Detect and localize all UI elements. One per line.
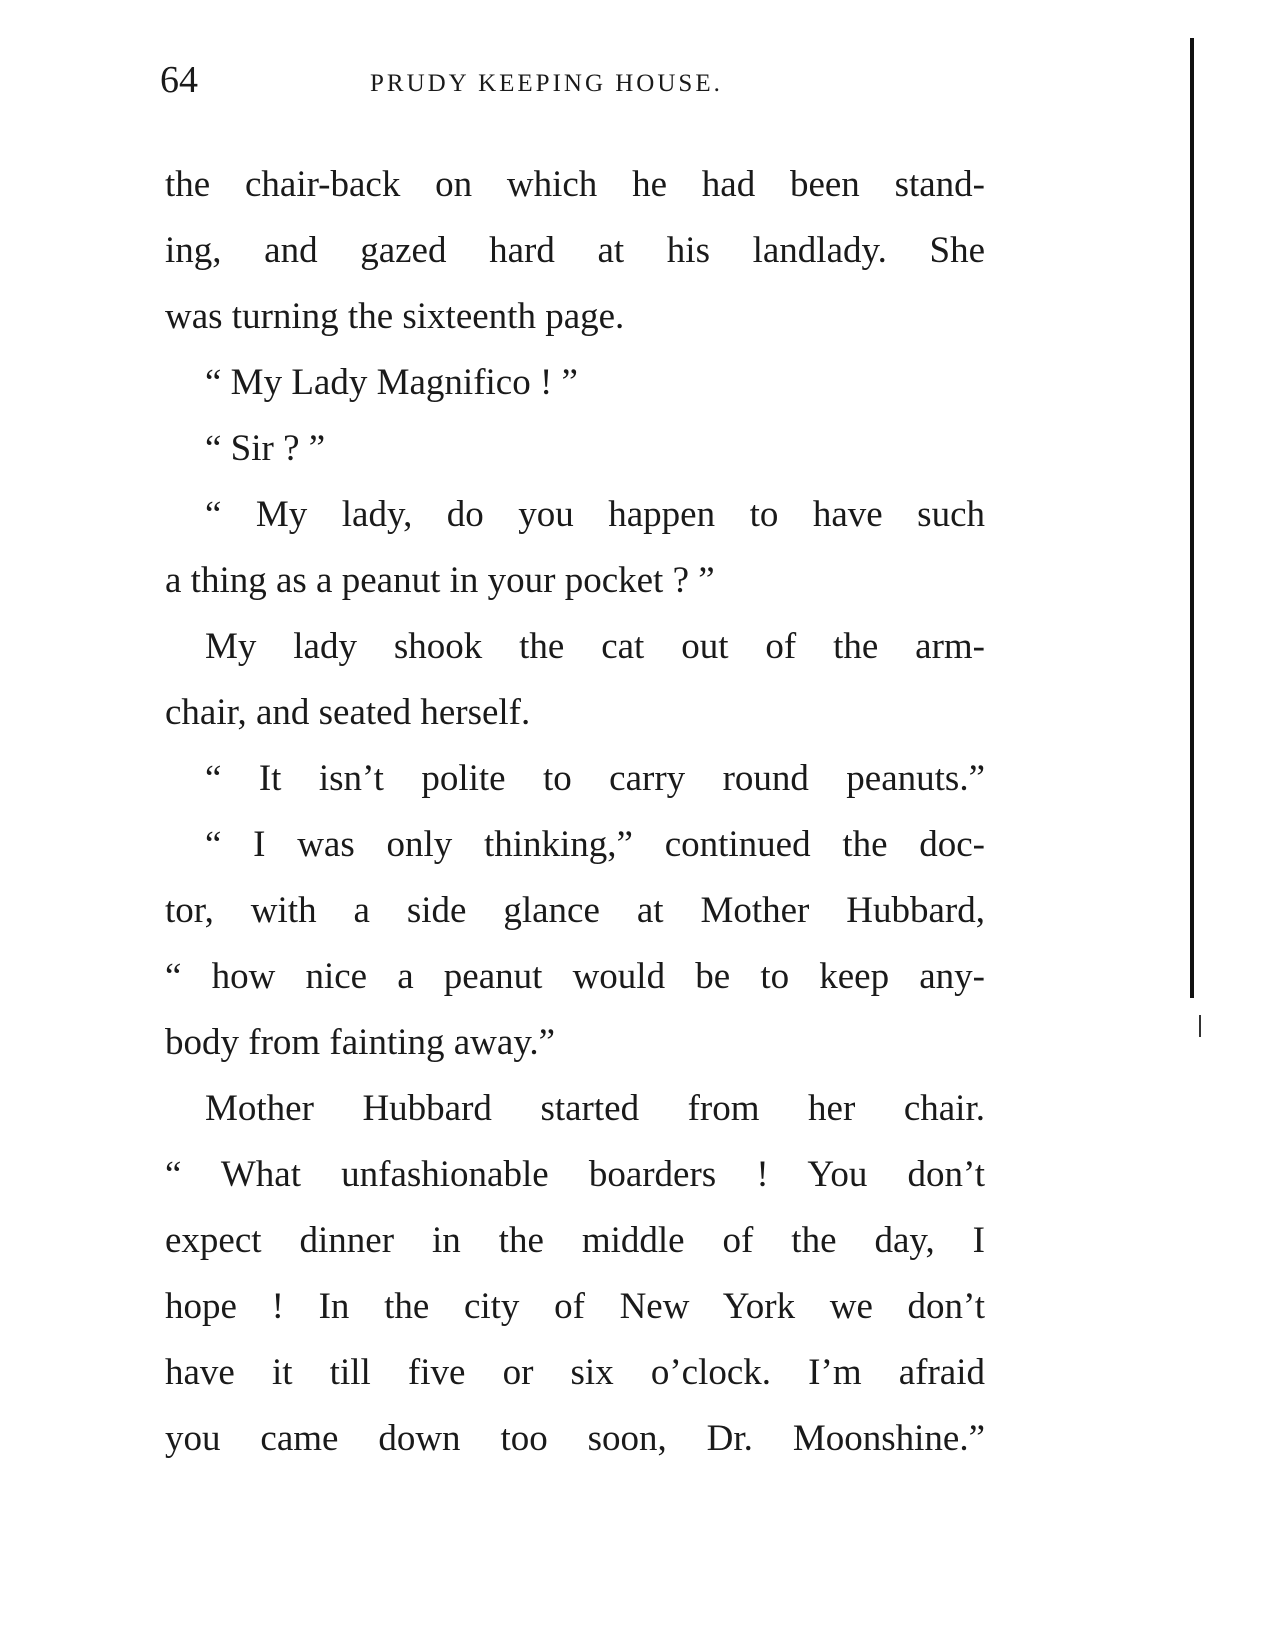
text-line: “ I was only thinking,” continued the doc-: [205, 824, 985, 865]
text-line: “ What unfashionable boarders ! You don’t: [165, 1154, 985, 1195]
text-line: “ Sir ? ”: [205, 428, 326, 469]
text-line: “ My lady, do you happen to have such: [205, 494, 985, 535]
text-line: ing, and gazed hard at his landlady. She: [165, 230, 985, 271]
text-line: you came down too soon, Dr. Moonshine.”: [165, 1418, 985, 1459]
text-line: the chair-back on which he had been stand-: [165, 164, 985, 205]
text-line: “ It isn’t polite to carry round peanuts.”: [205, 758, 985, 799]
text-line: tor, with a side glance at Mother Hubbard,: [165, 890, 985, 931]
running-title: PRUDY KEEPING HOUSE.: [370, 70, 723, 97]
page-number: 64: [160, 59, 198, 101]
text-line: expect dinner in the middle of the day, I: [165, 1220, 985, 1261]
text-line: have it till five or six o’clock. I’m afraid: [165, 1352, 985, 1393]
text-line: was turning the sixteenth page.: [165, 296, 625, 337]
text-line: “ My Lady Magnifico ! ”: [205, 362, 578, 403]
text-line: a thing as a peanut in your pocket ? ”: [165, 560, 715, 601]
page-edge-line: [1190, 38, 1194, 998]
text-line: My lady shook the cat out of the arm-: [205, 626, 985, 667]
page-header: [160, 58, 820, 108]
text-line: “ how nice a peanut would be to keep any-: [165, 956, 985, 997]
text-line: chair, and seated herself.: [165, 692, 531, 733]
page-edge-line-fragment: [1199, 1015, 1201, 1037]
text-line: body from fainting away.”: [165, 1022, 556, 1063]
text-line: hope ! In the city of New York we don’t: [165, 1286, 985, 1327]
text-line: Mother Hubbard started from her chair.: [205, 1088, 985, 1129]
body-text: [165, 160, 985, 1480]
